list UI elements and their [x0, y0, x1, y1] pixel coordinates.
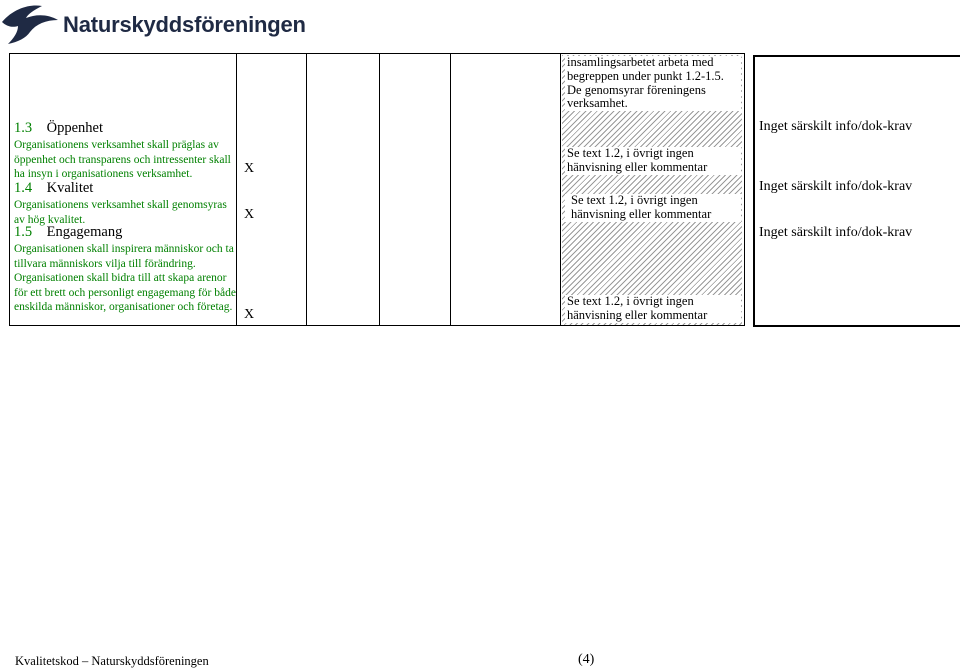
info-requirement: Inget särskilt info/dok-krav [759, 179, 913, 194]
section-1-4 [14, 179, 239, 227]
info-requirement: Inget särskilt info/dok-krav [759, 225, 913, 240]
swallow-logo-icon [0, 2, 60, 46]
section-number: 1.4 [14, 180, 33, 196]
footer-title: Kvalitetskod – Naturskyddsföreningen [15, 654, 209, 668]
x-mark: X [243, 307, 255, 322]
x-mark: X [243, 207, 255, 222]
section-title: Öppenhet [46, 120, 103, 136]
section-1-3 [14, 119, 239, 182]
section-1-5 [14, 223, 239, 315]
section-title: Engagemang [46, 224, 123, 240]
section-number: 1.3 [14, 120, 33, 136]
section-description: Organisationen skall inspirera människor och ta tillvara människors vilja till förändring. Organisationen skall bidra till att skapa arenor för ett brett och personligt engagemang för både enskilda människor, organisationer och företag. [14, 243, 236, 313]
logo-wordmark: Naturskyddsföreningen [63, 12, 306, 37]
section-number: 1.5 [14, 224, 33, 240]
page-number: (4) [578, 652, 595, 667]
x-mark: X [243, 161, 255, 176]
comment-text: Se text 1.2, i övrigt ingen hänvisning eller kommentar [565, 295, 741, 323]
comment-text: Se text 1.2, i övrigt ingen hänvisning eller kommentar [565, 147, 741, 175]
section-description: Organisationens verksamhet skall genomsyras av hög kvalitet. [14, 199, 227, 226]
section-description: Organisationens verksamhet skall präglas av öppenhet och transparens och intressenter skall ha insyn i organisationens verksamhet. [14, 139, 231, 180]
comment-text: Se text 1.2, i övrigt ingen hänvisning eller kommentar [565, 194, 741, 222]
section-title: Kvalitet [46, 180, 94, 196]
comment-text: insamlingsarbetet arbeta med begreppen under punkt 1.2-1.5. De genomsyrar föreningens verksamhet. [565, 56, 741, 111]
criteria-table [9, 53, 960, 326]
logo [0, 0, 320, 48]
info-requirement: Inget särskilt info/dok-krav [759, 119, 913, 134]
